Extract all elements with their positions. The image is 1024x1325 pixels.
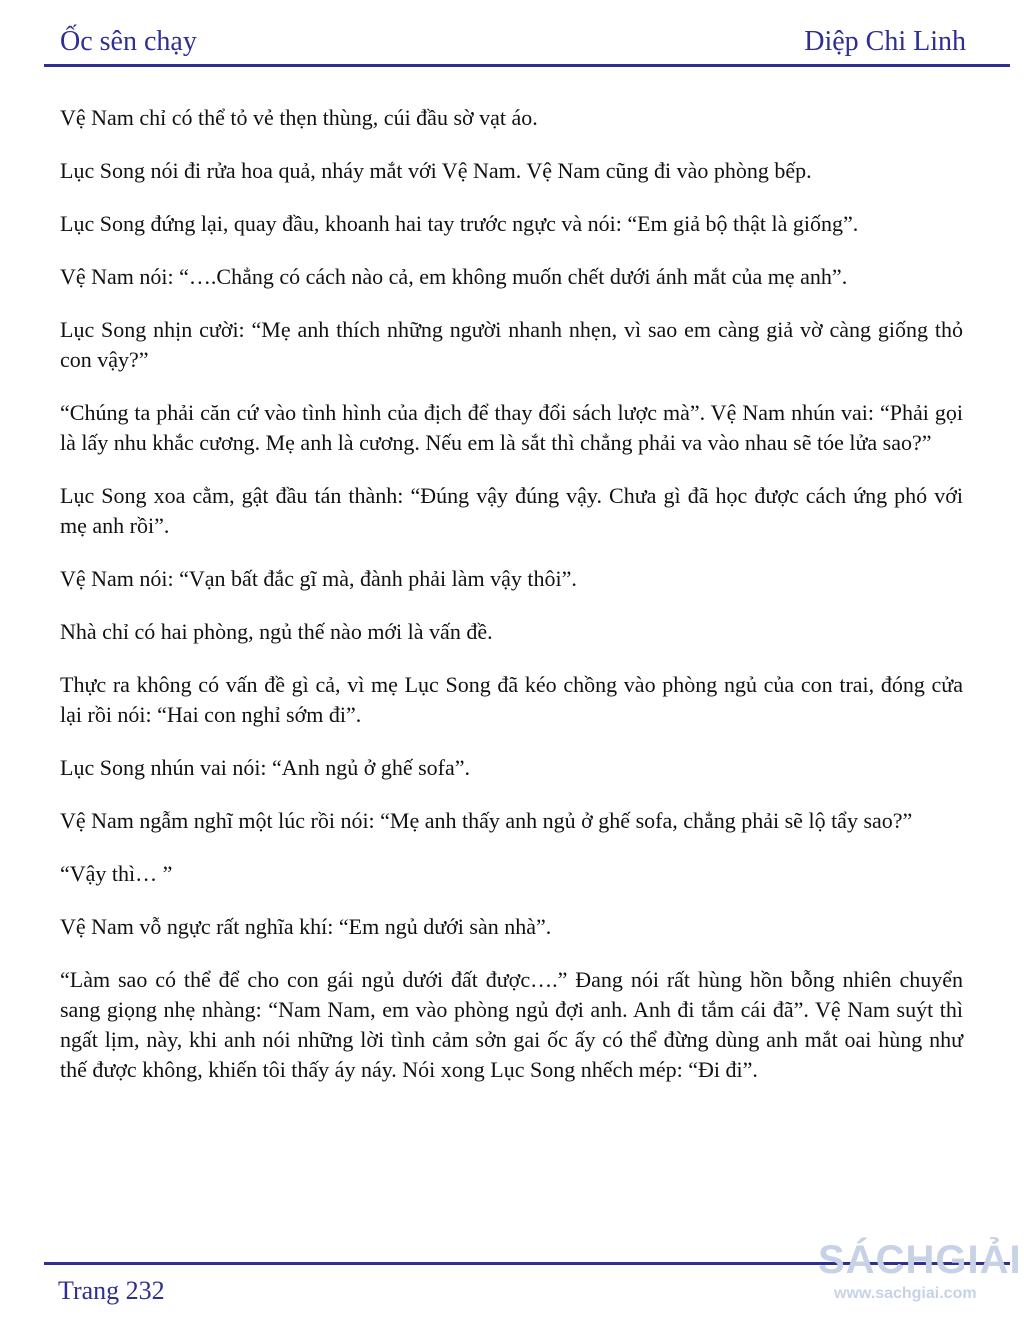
paragraph: “Làm sao có thể để cho con gái ngủ dưới đất được….” Đang nói rất hùng hồn bỗng nhiên chuyển sang giọng nhẹ nhàng: “Nam Nam, em vào phòng ngủ đợi anh. Anh đi tắm cái đã”. Vệ Nam suýt thì ngất lịm, này, khi anh nói những lời tình cảm sởn gai ốc ấy có thể đừng dùng anh mắt oai hùng như thế được không, khiến tôi thấy áy náy. Nói xong Lục Song nhếch mép: “Đi đi”. <box>60 967 963 1082</box>
paragraph: Vệ Nam ngẫm nghĩ một lúc rồi nói: “Mẹ anh thấy anh ngủ ở ghế sofa, chẳng phải sẽ lộ tẩy sao?” <box>60 808 913 833</box>
page-number: Trang 232 <box>58 1276 165 1305</box>
paragraph: Vệ Nam nói: “Vạn bất đắc gĩ mà, đành phải làm vậy thôi”. <box>60 566 577 591</box>
paragraph: “Vậy thì… ” <box>60 861 173 886</box>
paragraph: Nhà chỉ có hai phòng, ngủ thế nào mới là vấn đề. <box>60 619 493 644</box>
header-divider <box>44 64 1010 67</box>
paragraph: “Chúng ta phải căn cứ vào tình hình của địch để thay đổi sách lược mà”. Vệ Nam nhún vai: “Phải gọi là lấy nhu khắc cương. Mẹ anh là cương. Nếu em là sắt thì chẳng phải va vào nhau sẽ tóe lửa sao?” <box>60 400 963 455</box>
paragraph: Lục Song nhịn cười: “Mẹ anh thích những người nhanh nhẹn, vì sao em càng giả vờ càng giống thỏ con vậy?” <box>60 317 963 372</box>
paragraph: Lục Song đứng lại, quay đầu, khoanh hai tay trước ngực và nói: “Em giả bộ thật là giống”. <box>60 211 859 236</box>
page-header <box>60 22 966 62</box>
paragraph: Vệ Nam vỗ ngực rất nghĩa khí: “Em ngủ dưới sàn nhà”. <box>60 914 552 939</box>
paragraph: Vệ Nam nói: “….Chẳng có cách nào cả, em không muốn chết dưới ánh mắt của mẹ anh”. <box>60 264 848 289</box>
watermark-logo: SÁCHGIẢI <box>818 1238 1022 1282</box>
author-name: Diệp Chi Linh <box>804 26 966 57</box>
paragraph: Lục Song nói đi rửa hoa quả, nháy mắt với Vệ Nam. Vệ Nam cũng đi vào phòng bếp. <box>60 158 812 183</box>
paragraph: Vệ Nam chỉ có thể tỏ vẻ thẹn thùng, cúi đầu sờ vạt áo. <box>60 105 538 130</box>
paragraph: Lục Song nhún vai nói: “Anh ngủ ở ghế sofa”. <box>60 755 471 780</box>
watermark-url: www.sachgiai.com <box>834 1285 977 1302</box>
page-body <box>60 103 963 1108</box>
watermark <box>818 1236 1022 1316</box>
book-title: Ốc sên chạy <box>60 26 197 57</box>
paragraph: Thực ra không có vấn đề gì cả, vì mẹ Lục Song đã kéo chồng vào phòng ngủ của con trai, đóng cửa lại rồi nói: “Hai con nghỉ sớm đi”. <box>60 672 963 727</box>
paragraph: Lục Song xoa cằm, gật đầu tán thành: “Đúng vậy đúng vậy. Chưa gì đã học được cách ứng phó với mẹ anh rồi”. <box>60 483 963 538</box>
